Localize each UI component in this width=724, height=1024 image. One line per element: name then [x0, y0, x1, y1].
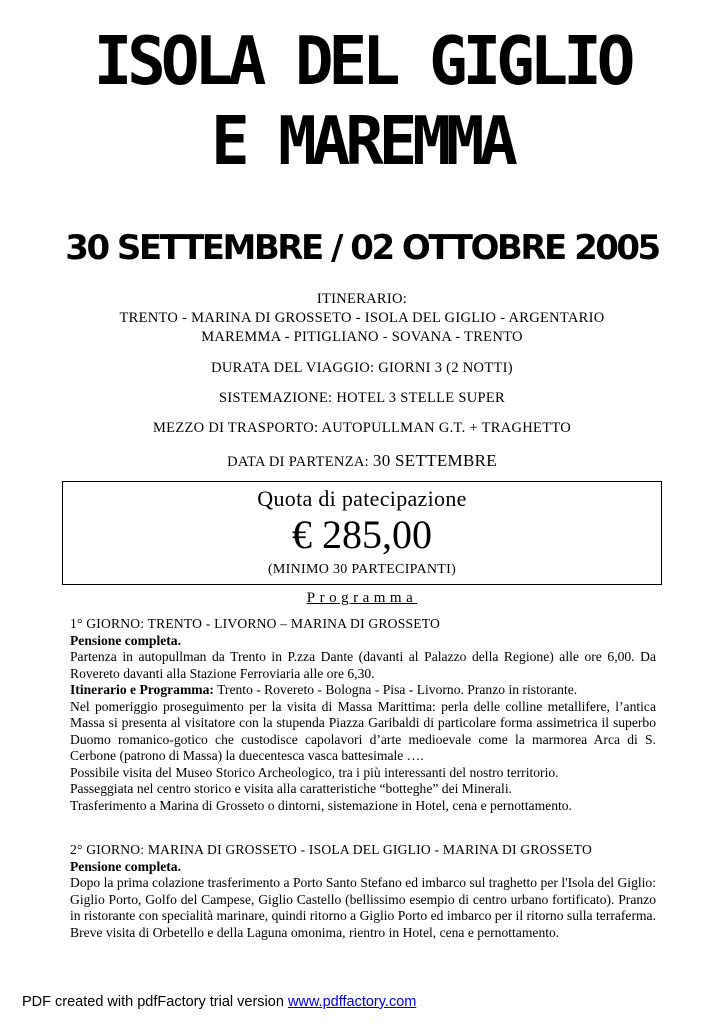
itinerary-line-1: TRENTO - MARINA DI GROSSETO - ISOLA DEL GIGLIO - ARGENTARIO: [119, 310, 605, 326]
departure-value: 30 SETTEMBRE: [372, 451, 497, 470]
day-1-paragraph-4: Passeggiata nel centro storico e visita alla caratteristiche “botteghe” dei Minerali.: [70, 781, 512, 796]
itinerary-block: [0, 290, 724, 347]
programma-heading: Programma: [306, 590, 418, 606]
day-1-itinerary-text: Trento - Rovereto - Bologna - Pisa - Livorno. Pranzo in ristorante.: [213, 682, 578, 697]
departure-date: [0, 451, 724, 472]
price-value: € 285,00: [292, 512, 432, 557]
day-1-section: [70, 616, 656, 814]
accommodation: SISTEMAZIONE: HOTEL 3 STELLE SUPER: [219, 390, 505, 406]
title-line-1: ISOLA DEL GIGLIO: [93, 23, 631, 101]
pdffactory-link[interactable]: www.pdffactory.com: [287, 994, 417, 1010]
price-box-title: Quota di patecipazione: [257, 486, 467, 511]
day-1-heading: 1° GIORNO: TRENTO - LIVORNO – MARINA DI GROSSETO: [70, 616, 440, 631]
day-2-section: [70, 842, 656, 941]
transport: MEZZO DI TRASPORTO: AUTOPULLMAN G.T. + TRAGHETTO: [152, 420, 572, 436]
departure-label: DATA DI PARTENZA:: [227, 454, 369, 470]
pdf-footer: [22, 994, 416, 1010]
document-title: [0, 22, 724, 182]
day-1-itinerary-label: Itinerario e Programma:: [70, 682, 214, 697]
day-2-board: Pensione completa.: [70, 858, 182, 874]
day-1-paragraph-1: Partenza in autopullman da Trento in P.zza Dante (davanti al Palazzo della Regione) alle ore 6,00. Da Rovereto davanti alla Stazione Ferroviaria alle ore 6,30.: [70, 649, 656, 681]
day-1-board: Pensione completa.: [70, 632, 182, 648]
title-line-2: E MAREMMA: [211, 103, 513, 181]
day-1-paragraph-5: Trasferimento a Marina di Grosseto o dintorni, sistemazione in Hotel, cena e pernottamento.: [70, 797, 572, 813]
price-box: [62, 481, 662, 585]
day-1-paragraph-3: Possibile visita del Museo Storico Archeologico, tra i più interessanti del nostro territorio.: [70, 764, 559, 780]
itinerary-line-2: MAREMMA - PITIGLIANO - SOVANA - TRENTO: [201, 329, 523, 345]
day-2-heading: 2° GIORNO: MARINA DI GROSSETO - ISOLA DEL GIGLIO - MARINA DI GROSSETO: [70, 842, 592, 857]
footer-text: PDF created with pdfFactory trial version: [22, 994, 288, 1010]
trip-dates: 30 SETTEMBRE / 02 OTTOBRE 2005: [65, 228, 659, 268]
day-2-paragraph-1: Dopo la prima colazione trasferimento a Porto Santo Stefano ed imbarco sul traghetto per l'Isola del Giglio: Giglio Porto, Golfo del Campese, Giglio Castello (bellissimo esempio di centro urbano fortificato). Pranzo in ristorante con specialità marinare, quindi ritorno a Giglio Porto ed imbarco per il ritorno sulla terraferma. Breve visita di Orbetello e della Laguna omonima, rientro in Hotel, cena e pernottamento.: [70, 875, 656, 940]
day-1-paragraph-2: Nel pomeriggio proseguimento per la visita di Massa Marittima: perla delle colline metallifere, l’antica Massa si presenta al visitatore con la stupenda Piazza Garibaldi di particolare forma assimetrica il superbo Duomo romanico-gotico che custodisce capolavori d’arte medioevale come la marmorea Arca di S. Cerbone (patrono di Massa) la duecentesca vasca battesimale ….: [70, 698, 656, 763]
itinerary-label: ITINERARIO:: [316, 291, 408, 307]
day-1-itinerary: [70, 682, 656, 699]
minimum-participants: (MINIMO 30 PARTECIPANTI): [267, 562, 457, 577]
trip-duration: DURATA DEL VIAGGIO: GIORNI 3 (2 NOTTI): [211, 360, 513, 376]
